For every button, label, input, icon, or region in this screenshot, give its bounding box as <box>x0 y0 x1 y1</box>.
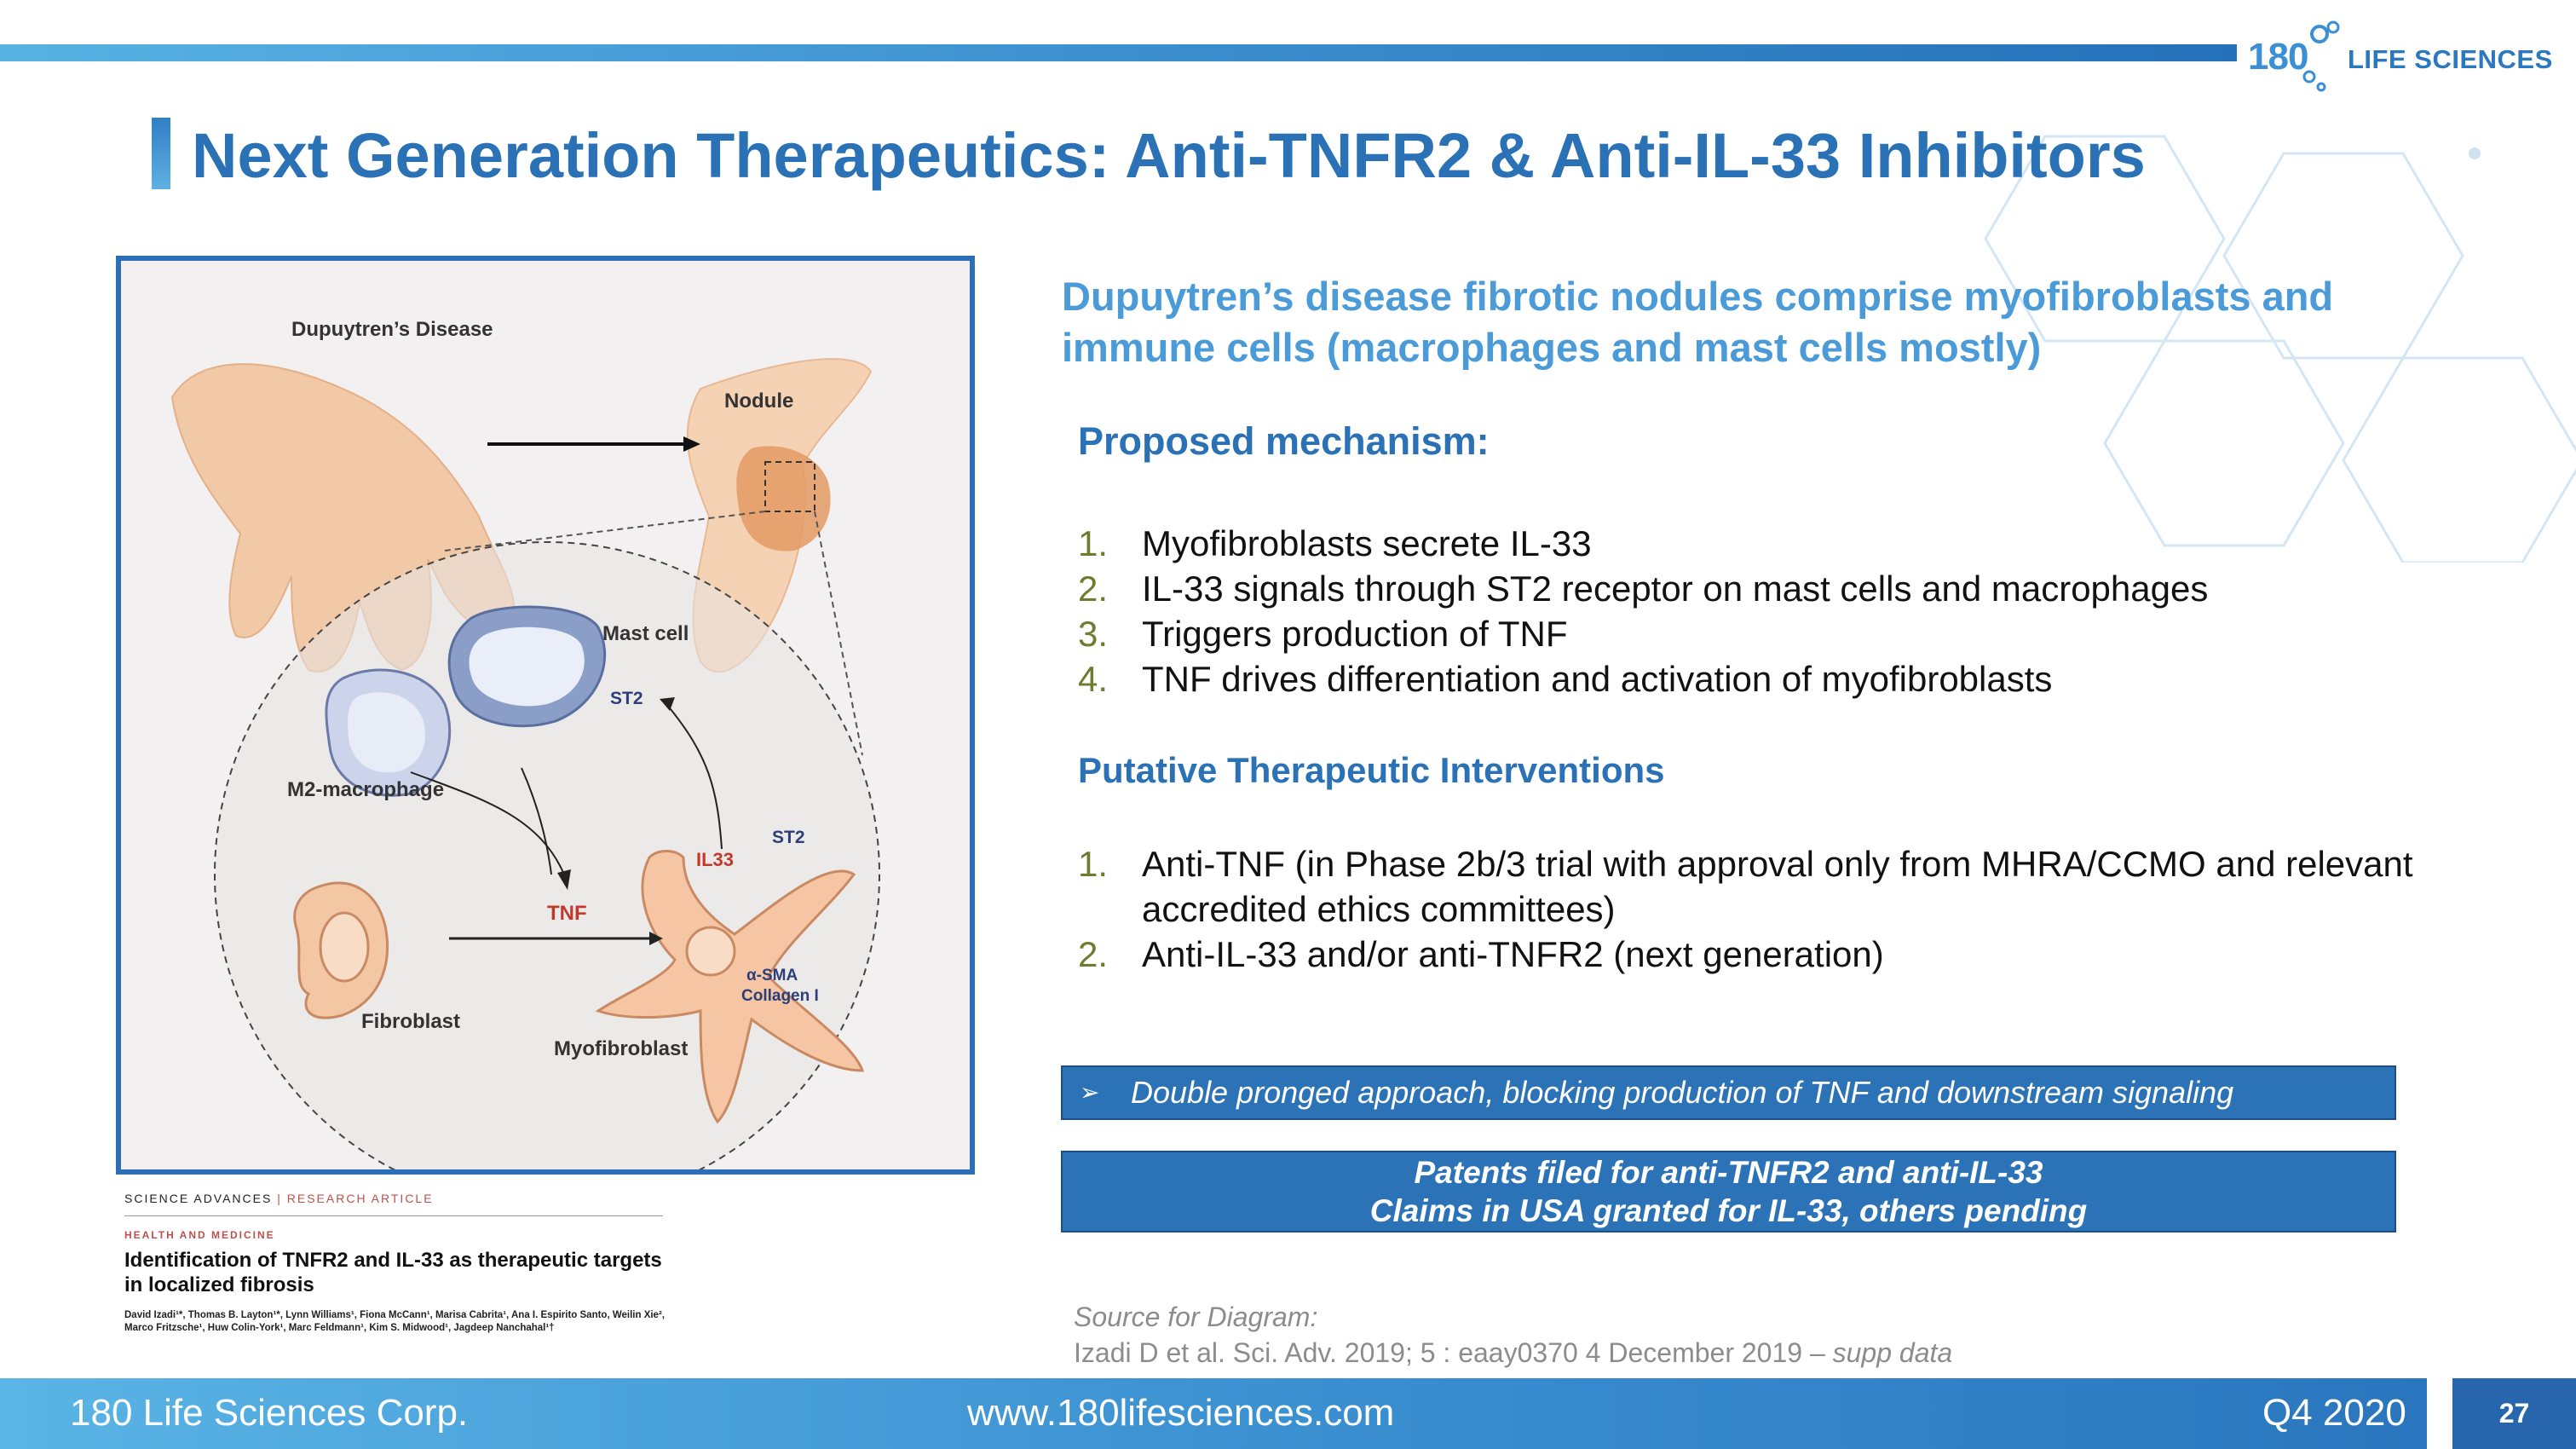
diagram-illustration <box>121 261 970 1169</box>
list-item <box>1078 841 2510 932</box>
logo-number: 180 <box>2248 36 2308 78</box>
paper-journal <box>124 1192 434 1205</box>
patent-line-2: Claims in USA granted for IL-33, others pending <box>1369 1193 2088 1228</box>
item-number: 1. <box>1078 523 1109 563</box>
interventions-list <box>1078 841 2510 977</box>
item-text: IL-33 signals through ST2 receptor on mast cells and macrophages <box>1142 569 2209 609</box>
mechanism-heading: Proposed mechanism: <box>1078 419 1490 463</box>
list-item <box>1078 521 2510 566</box>
footer-company: 180 Life Sciences Corp. <box>70 1392 469 1434</box>
diagram-label-tnf: TNF <box>547 902 587 925</box>
approach-callout <box>1061 1065 2396 1120</box>
source-label: Source for Diagram: <box>1074 1302 1318 1332</box>
diagram-label-mast-cell: Mast cell <box>602 622 689 645</box>
item-text: Myofibroblasts secrete IL-33 <box>1142 523 1592 563</box>
list-item <box>1078 566 2510 611</box>
diagram-label-collagen: Collagen I <box>741 987 819 1005</box>
article-type: RESEARCH ARTICLE <box>286 1192 434 1205</box>
page-number: 27 <box>2452 1378 2576 1449</box>
company-logo <box>2241 12 2565 97</box>
diagram-label-m2-macrophage: M2-macrophage <box>287 778 445 801</box>
list-item <box>1078 932 2510 977</box>
paper-authors: David Izadi¹*, Thomas B. Layton¹*, Lynn Williams¹, Fiona McCann¹, Marisa Cabrita¹, Ana I. Espirito Santo, Weilin Xie², Marco Fritzsche¹, Huw Colin-York¹, Marc Feldmann¹, Kim S. Midwood¹, Jagdeep Nanchahal¹† <box>124 1310 665 1333</box>
paper-divider <box>124 1215 663 1216</box>
citation-text: Izadi D et al. Sci. Adv. 2019; 5 : eaay0370 4 December 2019 – <box>1074 1337 1825 1368</box>
item-text: Anti-IL-33 and/or anti-TNFR2 (next generation) <box>1142 934 1884 974</box>
diagram-label-fibroblast: Fibroblast <box>361 1010 461 1033</box>
source-citation <box>1074 1335 1952 1371</box>
intro-statement: Dupuytren’s disease fibrotic nodules comprise myofibroblasts and immune cells (macrophages and mast cells mostly) <box>1062 274 2334 370</box>
diagram-label-st2-myo: ST2 <box>772 828 805 847</box>
paper-citation <box>124 1192 670 1362</box>
diagram-source <box>1074 1299 1952 1371</box>
paper-title: Identification of TNFR2 and IL-33 as therapeutic targets in localized fibrosis <box>124 1249 662 1296</box>
paper-section: HEALTH AND MEDICINE <box>124 1229 275 1241</box>
item-number: 2. <box>1078 569 1109 609</box>
diagram-label-myofibroblast: Myofibroblast <box>554 1037 689 1060</box>
footer-quarter: Q4 2020 <box>2262 1392 2406 1434</box>
list-item <box>1078 656 2510 701</box>
item-number: 2. <box>1078 934 1109 974</box>
logo-text: LIFE SCIENCES <box>2348 44 2553 74</box>
item-number: 1. <box>1078 844 1109 884</box>
patent-line-1: Patents filed for anti-TNFR2 and anti-IL-33 <box>1414 1155 2043 1190</box>
item-number: 4. <box>1078 659 1109 699</box>
item-text: TNF drives differentiation and activation of myofibroblasts <box>1142 659 2053 699</box>
patent-callout <box>1061 1151 2396 1233</box>
title-accent-bar <box>152 118 170 189</box>
footer-url-link[interactable]: www.180lifesciences.com <box>967 1392 1395 1434</box>
journal-separator: | <box>277 1192 282 1205</box>
mechanism-diagram <box>116 256 975 1175</box>
list-item <box>1078 611 2510 656</box>
item-text: Triggers production of TNF <box>1142 614 1568 654</box>
interventions-heading: Putative Therapeutic Interventions <box>1078 750 1665 790</box>
journal-name: SCIENCE ADVANCES <box>124 1192 273 1205</box>
diagram-label-asma: α-SMA <box>746 967 798 984</box>
citation-note: supp data <box>1832 1337 1953 1368</box>
mechanism-list <box>1078 521 2510 701</box>
diagram-label-st2-mast: ST2 <box>610 689 643 708</box>
m2-macrophage-illustration <box>326 670 450 795</box>
diagram-label-il33: IL33 <box>696 849 735 870</box>
item-number: 3. <box>1078 614 1109 654</box>
diagram-label-nodule: Nodule <box>724 390 794 413</box>
arrow-bullet-icon: ➢ <box>1080 1079 1100 1106</box>
top-accent-bar <box>0 44 2237 61</box>
slide-title: Next Generation Therapeutics: Anti-TNFR2 & Anti-IL-33 Inhibitors <box>192 120 2146 191</box>
approach-text: Double pronged approach, blocking production of TNF and downstream signaling <box>1131 1075 2234 1110</box>
diagram-label-disease: Dupuytren’s Disease <box>291 318 493 341</box>
item-text: Anti-TNF (in Phase 2b/3 trial with approval only from MHRA/CCMO and relevant accredited ethics committees) <box>1142 844 2413 929</box>
